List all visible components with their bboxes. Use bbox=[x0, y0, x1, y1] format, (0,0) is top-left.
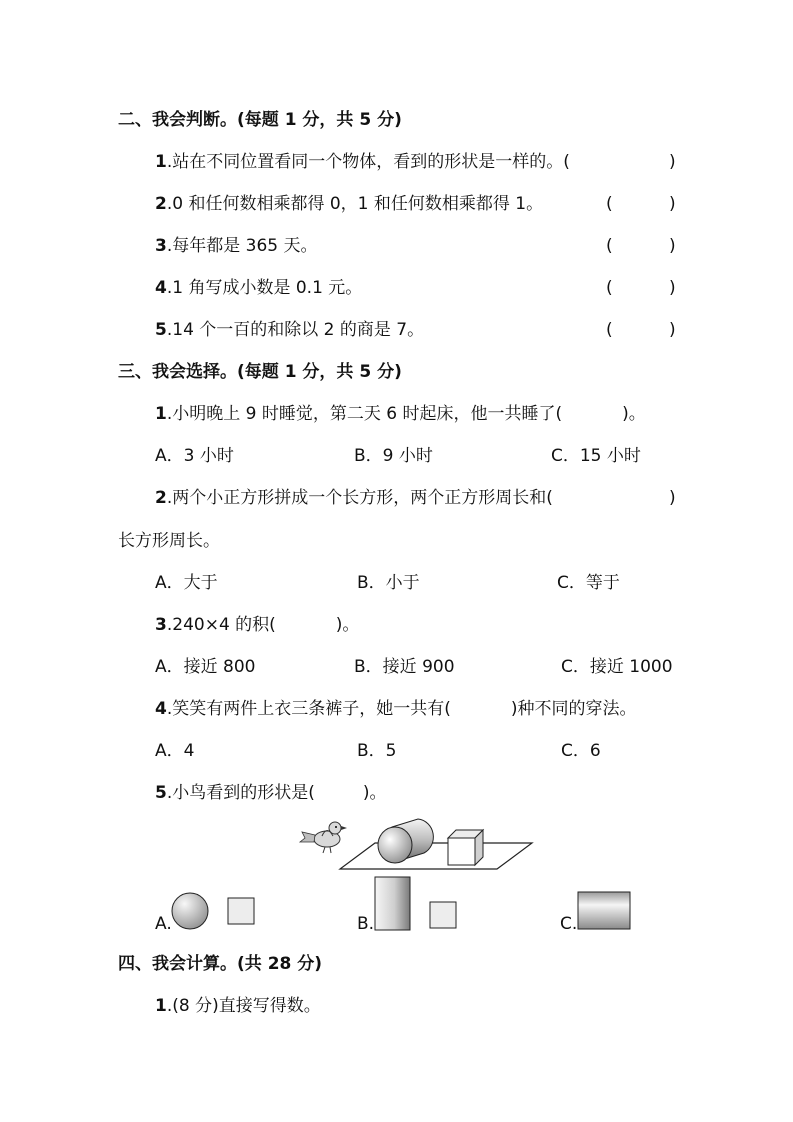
question-text-end: )。 bbox=[335, 615, 360, 635]
item-number: 2 bbox=[155, 488, 167, 508]
section-4-title: 四、我会计算。(共 28 分) bbox=[118, 954, 323, 974]
item-number: 1 bbox=[155, 152, 167, 172]
answer-paren-close: ) bbox=[669, 488, 676, 508]
option-a: A．3 小时 bbox=[155, 446, 234, 466]
option-a-square bbox=[228, 898, 254, 924]
answer-paren-open: ( bbox=[606, 320, 613, 340]
answer-paren-open: ( bbox=[606, 278, 613, 298]
item-text: .站在不同位置看同一个物体，看到的形状是一样的。( bbox=[166, 152, 570, 172]
option-a-circle bbox=[172, 893, 208, 929]
question-text: .笑笑有两件上衣三条裤子，她一共有( bbox=[166, 699, 451, 719]
item-number: 5 bbox=[155, 783, 167, 803]
item-text: .1 角写成小数是 0.1 元。 bbox=[166, 278, 363, 298]
question-text: .小鸟看到的形状是( bbox=[166, 783, 315, 803]
item-text: .14 个一百的和除以 2 的商是 7。 bbox=[166, 320, 425, 340]
option-a: A．大于 bbox=[155, 573, 218, 593]
option-b: B．小于 bbox=[357, 573, 420, 593]
answer-paren-close: ) bbox=[669, 278, 676, 298]
cube-shape bbox=[448, 830, 483, 865]
option-b: B．接近 900 bbox=[354, 657, 455, 677]
option-c-label: C. bbox=[560, 914, 578, 934]
item-number: 1 bbox=[155, 404, 167, 424]
option-b: B．9 小时 bbox=[354, 446, 433, 466]
section-2-title: 二、我会判断。(每题 1 分，共 5 分) bbox=[118, 110, 402, 130]
option-c: C．接近 1000 bbox=[561, 657, 673, 677]
ground-plane bbox=[340, 843, 532, 869]
answer-paren-close: ) bbox=[669, 194, 676, 214]
question-continuation: 长方形周长。 bbox=[118, 531, 220, 551]
calc-question-1 bbox=[155, 995, 321, 1017]
option-b: B．5 bbox=[357, 741, 397, 761]
question-text-end: )。 bbox=[362, 783, 387, 803]
item-text: .每年都是 365 天。 bbox=[166, 236, 318, 256]
option-b-rectangle bbox=[375, 877, 410, 930]
option-a: A．接近 800 bbox=[155, 657, 256, 677]
item-number: 1 bbox=[155, 996, 167, 1016]
option-b-square bbox=[430, 902, 456, 928]
item-number: 4 bbox=[155, 278, 167, 298]
option-a: A．4 bbox=[155, 741, 195, 761]
answer-paren-open: ( bbox=[606, 194, 613, 214]
option-c: C．等于 bbox=[557, 573, 620, 593]
answer-paren-open: ( bbox=[606, 236, 613, 256]
item-number: 4 bbox=[155, 699, 167, 719]
question-text-end: )。 bbox=[622, 404, 646, 424]
section-3-title: 三、我会选择。(每题 1 分，共 5 分) bbox=[118, 362, 402, 382]
option-c: C．15 小时 bbox=[551, 446, 641, 466]
option-c: C．6 bbox=[561, 741, 601, 761]
item-number: 2 bbox=[155, 194, 167, 214]
item-number: 5 bbox=[155, 320, 167, 340]
question-text: .240×4 的积( bbox=[166, 615, 276, 635]
item-number: 3 bbox=[155, 236, 167, 256]
question-text: .两个小正方形拼成一个长方形，两个正方形周长和( bbox=[166, 488, 553, 508]
item-number: 3 bbox=[155, 615, 167, 635]
option-c-rectangle bbox=[578, 892, 630, 929]
option-b-label: B. bbox=[357, 914, 375, 934]
question-text: .小明晚上 9 时睡觉，第二天 6 时起床，他一共睡了( bbox=[166, 404, 563, 424]
answer-paren-close: ) bbox=[669, 152, 676, 172]
answer-paren-close: ) bbox=[669, 236, 676, 256]
question-text-end: )种不同的穿法。 bbox=[510, 699, 637, 719]
option-a-label: A. bbox=[155, 914, 172, 934]
item-text: .0 和任何数相乘都得 0，1 和任何数相乘都得 1。 bbox=[166, 194, 544, 214]
bird-icon bbox=[300, 822, 347, 853]
answer-paren-close: ) bbox=[669, 320, 676, 340]
question-text: .(8 分)直接写得数。 bbox=[166, 996, 321, 1016]
